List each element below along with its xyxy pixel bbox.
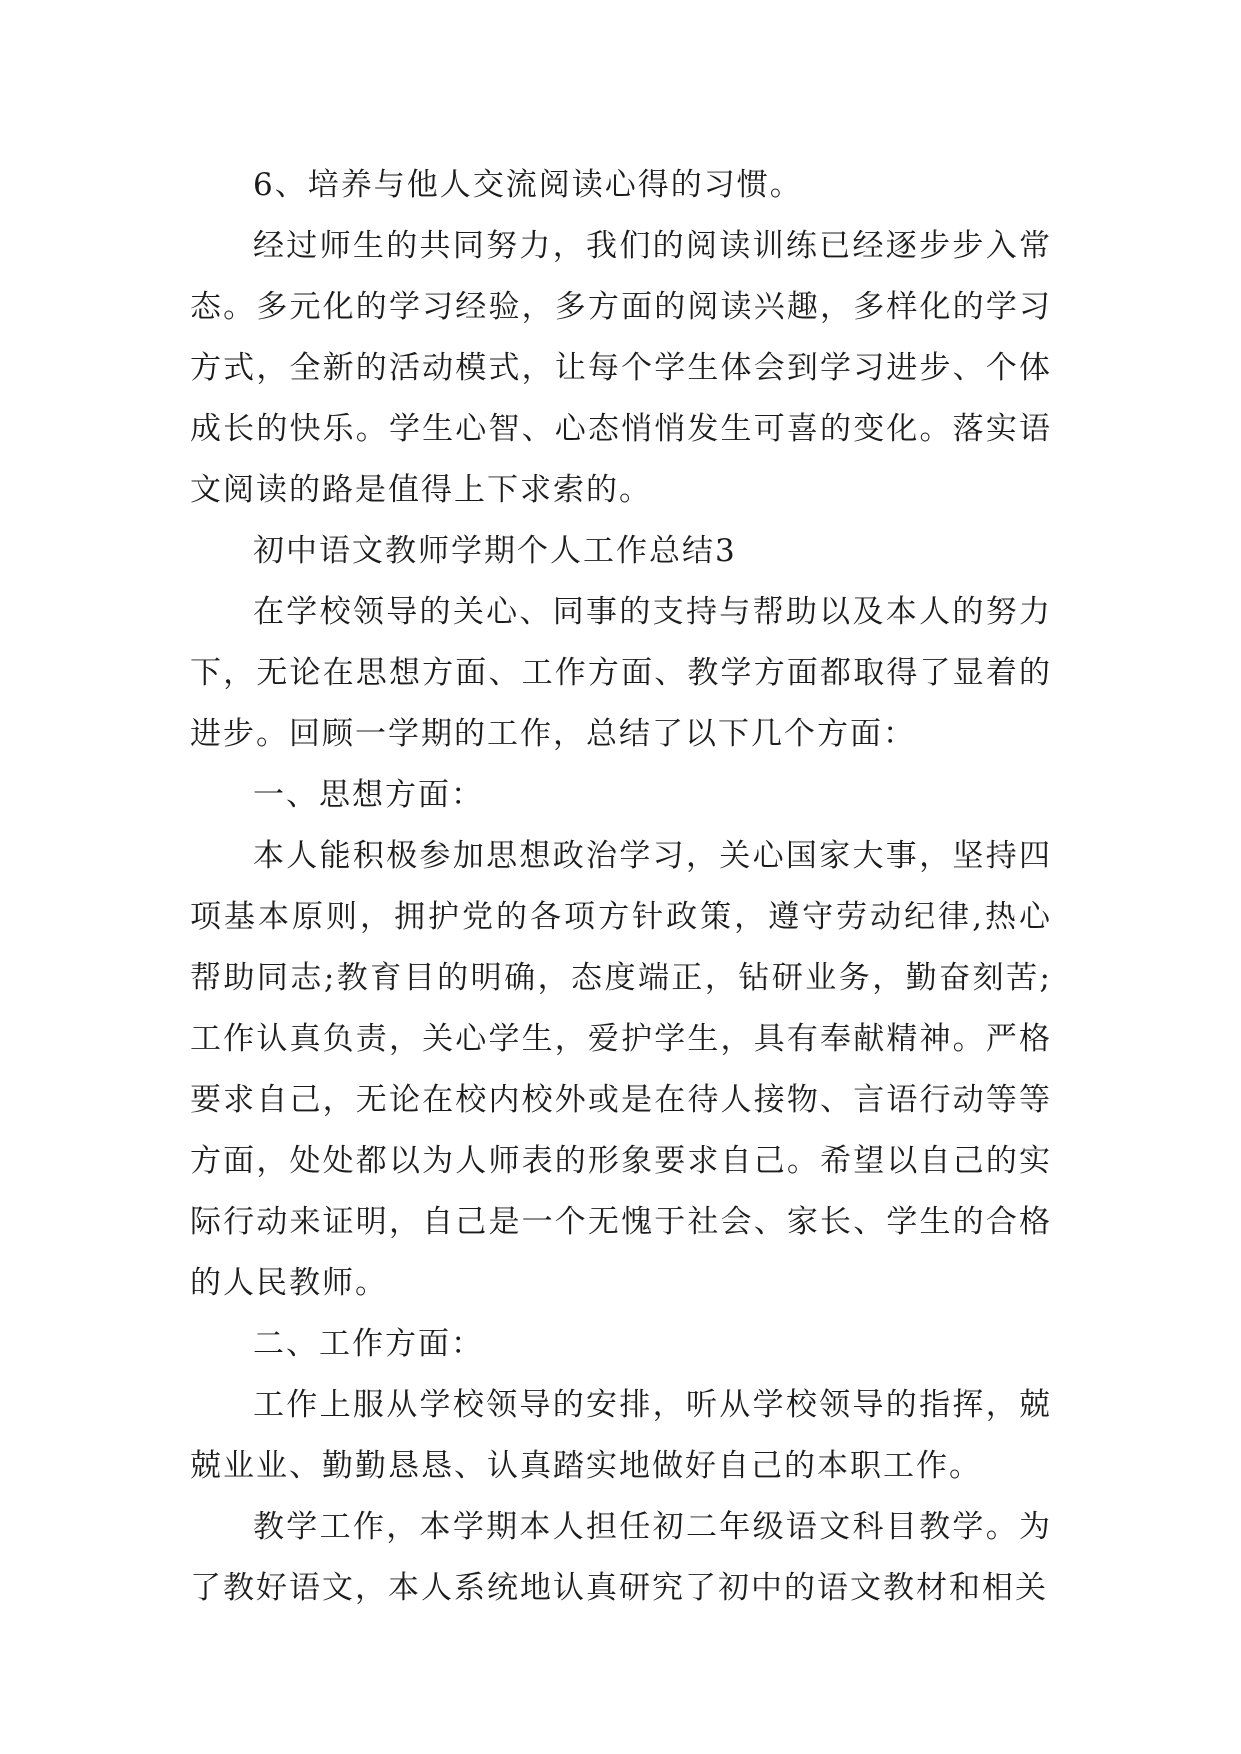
paragraph-intro: 在学校领导的关心、同事的支持与帮助以及本人的努力下，无论在思想方面、工作方面、教学方面都取得了显着的进步。回顾一学期的工作，总结了以下几个方面： [190,594,1052,752]
heading-thought: 一、思想方面： [253,777,484,813]
paragraph-work: 工作上服从学校领导的安排，听从学校领导的指挥，兢兢业业、勤勤恳恳、认真踏实地做好自己的本职工作。 [190,1387,1052,1484]
paragraph-reading-summary: 经过师生的共同努力，我们的阅读训练已经逐步步入常态。多元化的学习经验，多方面的阅读兴趣，多样化的学习方式，全新的活动模式，让每个学生体会到学习进步、个体成长的快乐。学生心智、心态悄悄发生可喜的变化。落实语文阅读的路是值得上下求索的。 [190,228,1052,508]
paragraph-teaching: 教学工作，本学期本人担任初二年级语文科目教学。为了教好语文，本人系统地认真研究了初中的语文教材和相关 [190,1509,1052,1606]
section-title: 初中语文教师学期个人工作总结3 [253,533,737,569]
document-body [190,155,1052,1619]
paragraph-habit-item: 6、培养与他人交流阅读心得的习惯。 [253,167,803,203]
paragraph-thought: 本人能积极参加思想政治学习，关心国家大事，坚持四项基本原则，拥护党的各项方针政策，遵守劳动纪律,热心帮助同志;教育目的明确，态度端正，钻研业务，勤奋刻苦;工作认真负责，关心学生，爱护学生，具有奉献精神。严格要求自己，无论在校内校外或是在待人接物、言语行动等等方面，处处都以为人师表的形象要求自己。希望以自己的实际行动来证明，自己是一个无愧于社会、家长、学生的合格的人民教师。 [190,838,1052,1301]
heading-work: 二、工作方面： [253,1326,484,1362]
